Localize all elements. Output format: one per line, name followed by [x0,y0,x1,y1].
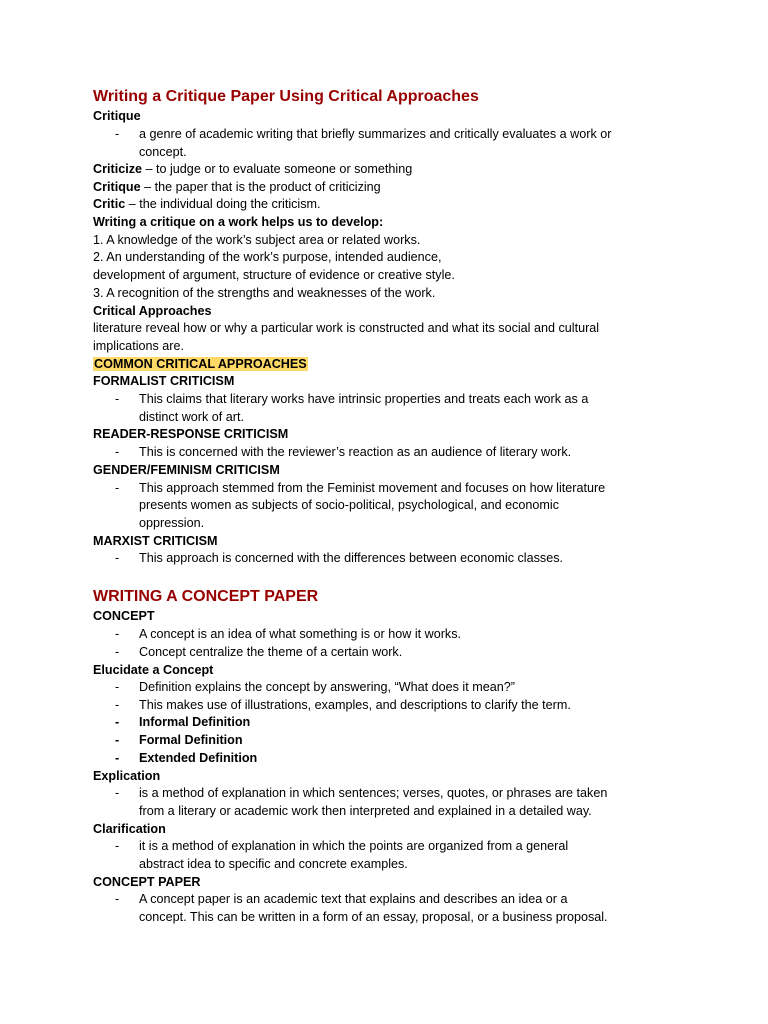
concept-line-2: Concept centralize the theme of a certain work. [139,645,403,659]
criticize-term: Criticize [93,162,142,176]
common-approaches-highlight: COMMON CRITICAL APPROACHES [94,357,307,371]
critical-approaches-text-1: literature reveal how or why a particular work is constructed and what its social and cultural [93,321,600,335]
criticize-definition: – to judge or to evaluate someone or something [142,162,413,176]
elucidate-line-3: Informal Definition [139,715,251,729]
reader-response-line-1: This is concerned with the reviewer’s reaction as an audience of literary work. [139,445,572,459]
marxist-heading: MARXIST CRITICISM [93,534,218,548]
gender-line-3: oppression. [139,516,205,530]
critical-approaches-text-2: implications are. [93,339,184,353]
explication-line-2: from a literary or academic work then interpreted and explained in a detailed way. [139,804,592,818]
bullet-dash: - [115,445,120,459]
develop-heading: Writing a critique on a work helps us to develop: [93,215,384,229]
clarification-heading: Clarification [93,822,166,836]
marxist-line-1: This approach is concerned with the differences between economic classes. [139,551,563,565]
critique-term-definition: – the paper that is the product of criticizing [140,180,381,194]
clarification-line-2: abstract idea to specific and concrete examples. [139,857,408,871]
bullet-dash: - [115,551,120,565]
develop-item-1: 1. A knowledge of the work’s subject area or related works. [93,233,421,247]
critique-definition-line-2: concept. [139,145,187,159]
formalist-heading: FORMALIST CRITICISM [93,374,235,388]
section-title-critique: Writing a Critique Paper Using Critical Approaches [93,88,479,105]
elucidate-line-2: This makes use of illustrations, examples, and descriptions to clarify the term. [139,698,571,712]
criticize-line [93,161,412,179]
clarification-line-1: it is a method of explanation in which the points are organized from a general [139,839,569,853]
formalist-line-2: distinct work of art. [139,410,244,424]
elucidate-line-5: Extended Definition [139,751,258,765]
critique-term: Critique [93,180,141,194]
formalist-line-1: This claims that literary works have intrinsic properties and treats each work as a [139,392,589,406]
elucidate-line-4: Formal Definition [139,733,243,747]
critic-term: Critic [93,197,126,211]
concept-paper-line-1: A concept paper is an academic text that explains and describes an idea or a [139,892,568,906]
bullet-dash: - [115,127,120,141]
bullet-dash: - [115,698,120,712]
elucidate-heading: Elucidate a Concept [93,663,214,677]
common-approaches-line [93,356,308,374]
bullet-dash-bold: - [115,751,120,765]
bullet-dash: - [115,786,120,800]
critique-heading: Critique [93,109,141,123]
gender-line-2: presents women as subjects of socio-political, psychological, and economic [139,498,560,512]
bullet-dash: - [115,392,120,406]
bullet-dash: - [115,892,120,906]
develop-item-2a: 2. An understanding of the work’s purpose, intended audience, [93,250,442,264]
bullet-dash: - [115,627,120,641]
explication-line-1: is a method of explanation in which sentences; verses, quotes, or phrases are taken [139,786,608,800]
gender-heading: GENDER/FEMINISM CRITICISM [93,463,280,477]
gender-line-1: This approach stemmed from the Feminist movement and focuses on how literature [139,481,606,495]
concept-paper-heading: CONCEPT PAPER [93,875,201,889]
bullet-dash: - [115,481,120,495]
bullet-dash-bold: - [115,715,120,729]
bullet-dash: - [115,680,120,694]
critical-approaches-heading: Critical Approaches [93,304,212,318]
reader-response-heading: READER-RESPONSE CRITICISM [93,427,289,441]
critic-definition: – the individual doing the criticism. [125,197,321,211]
critique-line [93,179,381,197]
bullet-dash: - [115,645,120,659]
critique-definition-line-1: a genre of academic writing that briefly summarizes and critically evaluates a work or [139,127,612,141]
concept-line-1: A concept is an idea of what something is or how it works. [139,627,462,641]
explication-heading: Explication [93,769,161,783]
develop-item-3: 3. A recognition of the strengths and weaknesses of the work. [93,286,436,300]
section-title-concept: WRITING A CONCEPT PAPER [93,588,319,605]
concept-paper-line-2: concept. This can be written in a form of an essay, proposal, or a business proposal. [139,910,608,924]
develop-item-2b: development of argument, structure of evidence or creative style. [93,268,455,282]
concept-heading: CONCEPT [93,609,155,623]
bullet-dash: - [115,839,120,853]
bullet-dash-bold: - [115,733,120,747]
critic-line [93,196,321,214]
elucidate-line-1: Definition explains the concept by answering, “What does it mean?” [139,680,515,694]
